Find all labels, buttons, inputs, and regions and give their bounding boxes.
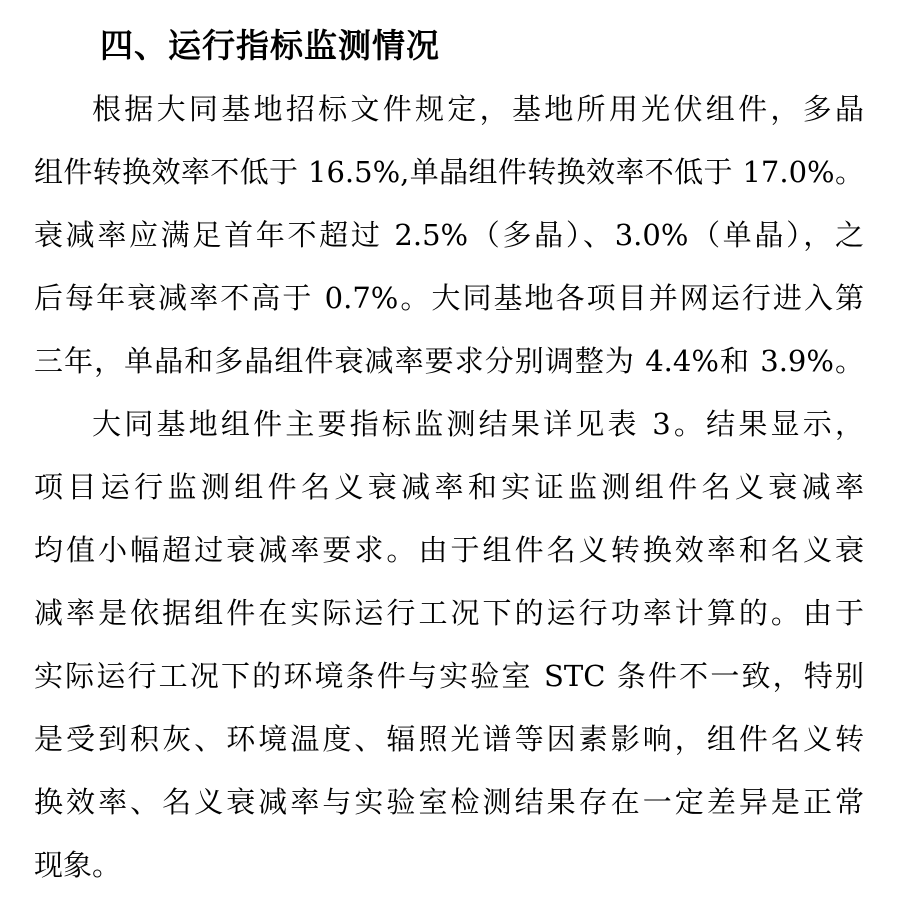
paragraph-line: 大同基地组件主要指标监测结果详见表 3。结果显示， [92, 407, 864, 441]
paragraph-line: 换效率、名义衰减率与实验室检测结果存在一定差异是正常 [34, 785, 864, 819]
paragraph-line: 实际运行工况下的环境条件与实验室 STC 条件不一致，特别 [34, 659, 864, 693]
paragraph-line: 现象。 [34, 848, 122, 882]
paragraph-line: 均值小幅超过衰减率要求。由于组件名义转换效率和名义衰 [34, 533, 864, 567]
paragraph-line: 三年，单晶和多晶组件衰减率要求分别调整为 4.4%和 3.9%。 [34, 344, 864, 378]
paragraph-line: 根据大同基地招标文件规定，基地所用光伏组件，多晶 [92, 92, 864, 126]
section-heading: 四、运行指标监测情况 [100, 26, 440, 65]
paragraph-line: 组件转换效率不低于 16.5%,单晶组件转换效率不低于 17.0%。 [34, 155, 864, 189]
paragraph-line: 是受到积灰、环境温度、辐照光谱等因素影响，组件名义转 [34, 722, 864, 756]
paragraph-line: 减率是依据组件在实际运行工况下的运行功率计算的。由于 [34, 596, 864, 630]
paragraph-line: 后每年衰减率不高于 0.7%。大同基地各项目并网运行进入第 [34, 281, 864, 315]
paragraph-line: 衰减率应满足首年不超过 2.5%（多晶）、3.0%（单晶），之 [34, 218, 864, 252]
paragraph-line: 项目运行监测组件名义衰减率和实证监测组件名义衰减率 [34, 470, 864, 504]
